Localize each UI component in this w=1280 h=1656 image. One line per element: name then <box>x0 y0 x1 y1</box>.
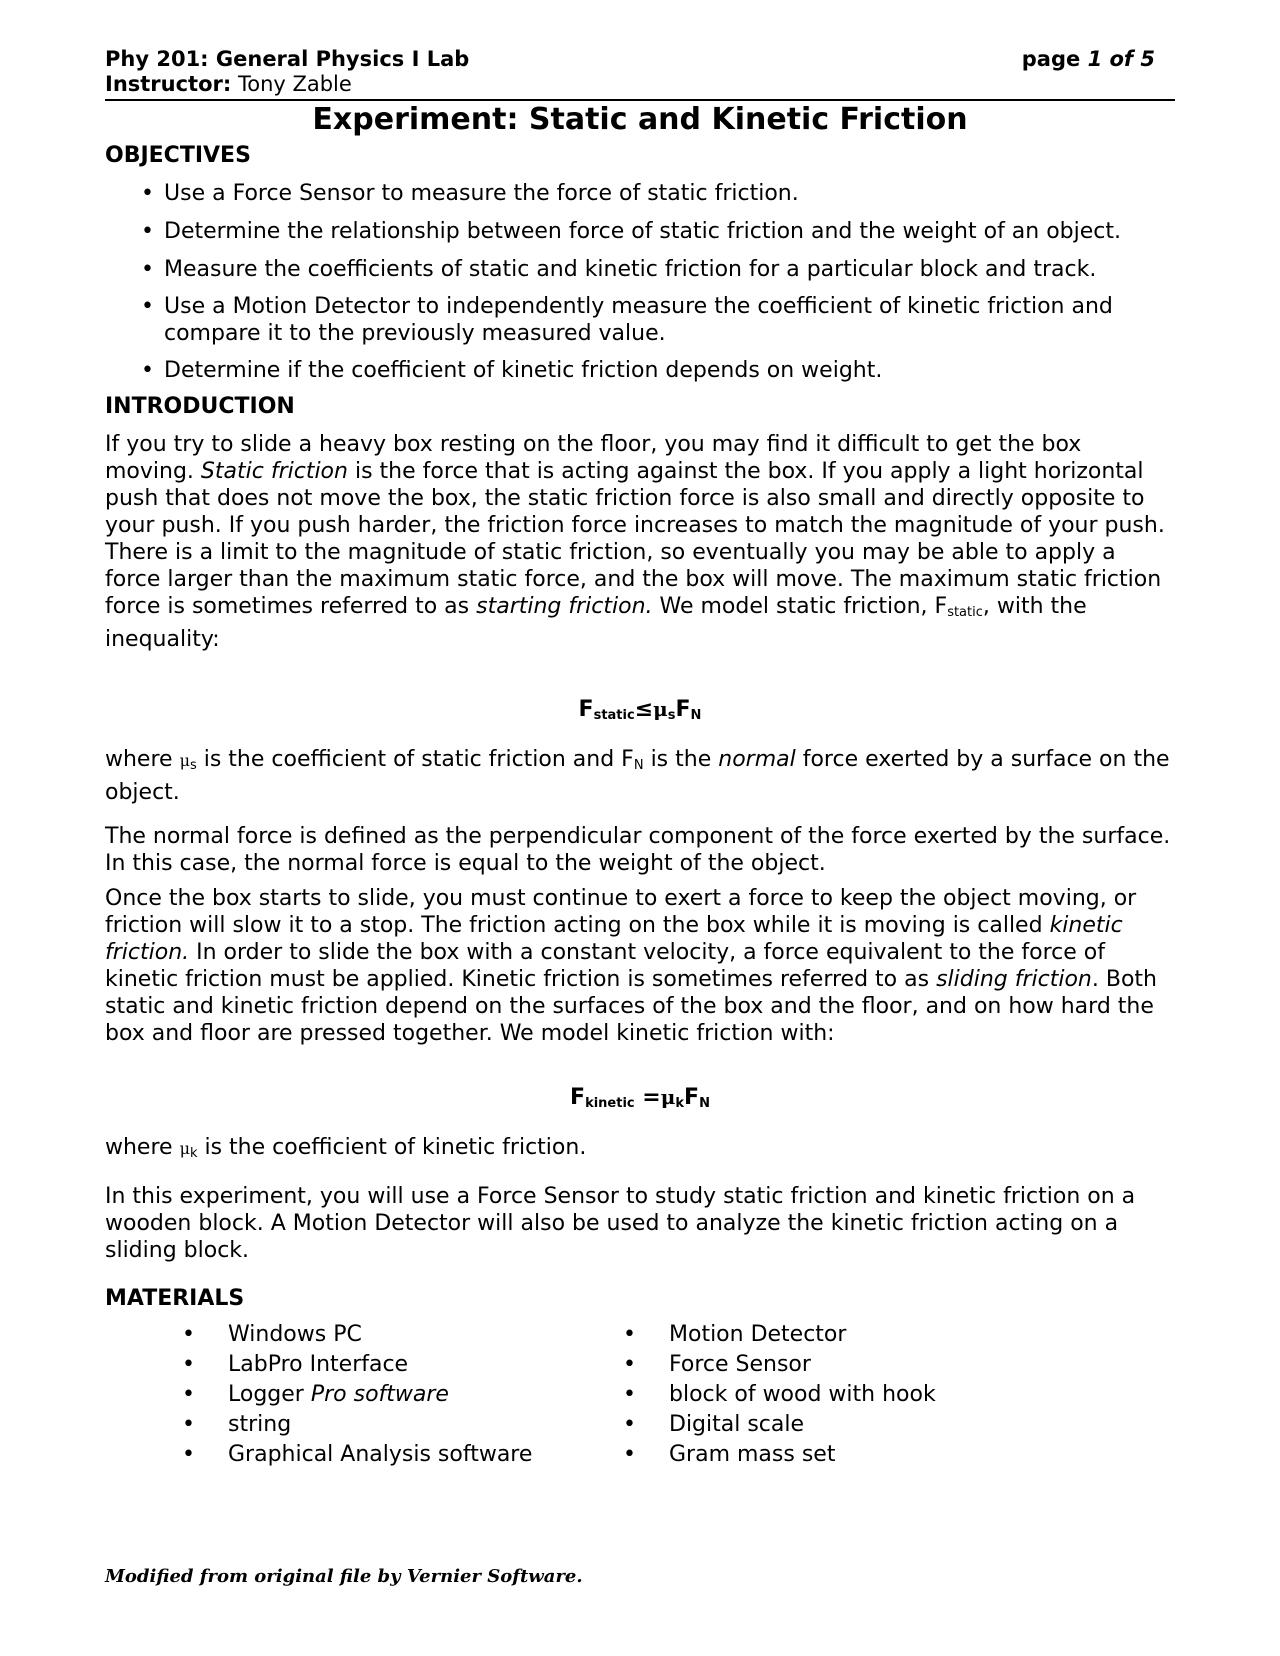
intro-paragraph-1: If you try to slide a heavy box resting on the floor, you may find it difficult to get the box moving. Static friction is the force that is acting against the box. If you apply a light horizontal push that does not move the box, the static friction force is also small and directly opposite to your push. If you push harder, the friction force increases to match the magnitude of your push. There is a limit to the magnitude of static friction, so eventually you may be able to apply a force larger than the maximum static force, and the box will move. The maximum static friction force is sometimes referred to as starting friction. We model static friction, $F_{static}$, with the inequality: <box>105 432 1165 652</box>
objective-item: • Use a Force Sensor to measure the force of static friction. <box>141 181 799 206</box>
material-item: • Digital scale <box>623 1412 805 1437</box>
material-item: • Gram mass set <box>623 1442 836 1467</box>
intro-paragraph-4: Once the box starts to slide, you must continue to exert a force to keep the object moving, or friction will slow it to a stop. The friction acting on the box while it is moving is called kinetic friction. In order to slide the box with a constant velocity, a force equivalent to the force of kinetic friction must be applied. Kinetic friction is sometimes referred to as sliding friction. Both static and kinetic friction depend on the surfaces of the box and the floor, and on how hard the box and floor are pressed together. We model kinetic friction with: <box>105 886 1157 1046</box>
material-item: • Motion Detector <box>623 1322 847 1347</box>
header-divider <box>105 99 1175 101</box>
material-item: • Windows PC <box>182 1322 362 1347</box>
course-title: Phy 201: General Physics I Lab <box>105 47 470 71</box>
materials-column-2 <box>623 1320 936 1470</box>
materials-heading: MATERIALS <box>105 1286 245 1311</box>
kinetic-friction-equation: $F_{kinetic} =\mu_kF_N$ <box>570 1085 710 1111</box>
objective-item: • Determine if the coefficient of kinetic friction depends on weight. <box>141 358 883 383</box>
intro-paragraph-2: where $\mu_s$ is the coefficient of static friction and $F_N$ is the normal force exerted by a surface on the object. <box>105 747 1170 805</box>
page-title: Experiment: Static and Kinetic Friction <box>312 102 968 137</box>
material-item: • LabPro Interface <box>182 1352 409 1377</box>
intro-paragraph-5: where $\mu_k$ is the coefficient of kinetic friction. <box>105 1135 587 1161</box>
material-item: • Logger Pro software <box>182 1382 449 1407</box>
objective-item: • Use a Motion Detector to independently measure the coefficient of kinetic friction and compare it to the previously measured value. <box>141 294 1113 346</box>
objective-item: • Measure the coefficients of static and kinetic friction for a particular block and track. <box>141 257 1097 282</box>
objectives-heading: OBJECTIVES <box>105 143 251 168</box>
material-item: • Force Sensor <box>623 1352 811 1377</box>
instructor-label: Instructor: <box>105 72 232 96</box>
static-friction-equation: $F_{static}\le\mu_sF_N$ <box>578 697 702 723</box>
introduction-heading: INTRODUCTION <box>105 394 295 419</box>
material-item: • Graphical Analysis software <box>182 1442 533 1467</box>
objective-item: • Determine the relationship between force of static friction and the weight of an object. <box>141 219 1122 244</box>
material-item: • string <box>182 1412 292 1437</box>
footer-note: Modified from original file by Vernier Software. <box>105 1566 583 1587</box>
instructor-line <box>105 72 352 96</box>
page-number: page 1 of 5 <box>1021 47 1155 71</box>
materials-column-1 <box>182 1320 532 1470</box>
instructor-name: Tony Zable <box>231 72 352 96</box>
intro-paragraph-6: In this experiment, you will use a Force Sensor to study static friction and kinetic friction on a wooden block. A Motion Detector will also be used to analyze the kinetic friction acting on a sliding block. <box>105 1184 1136 1263</box>
intro-paragraph-3: The normal force is defined as the perpendicular component of the force exerted by the surface. In this case, the normal force is equal to the weight of the object. <box>105 824 1171 876</box>
material-item: • block of wood with hook <box>623 1382 936 1407</box>
header-line <box>105 47 1155 71</box>
